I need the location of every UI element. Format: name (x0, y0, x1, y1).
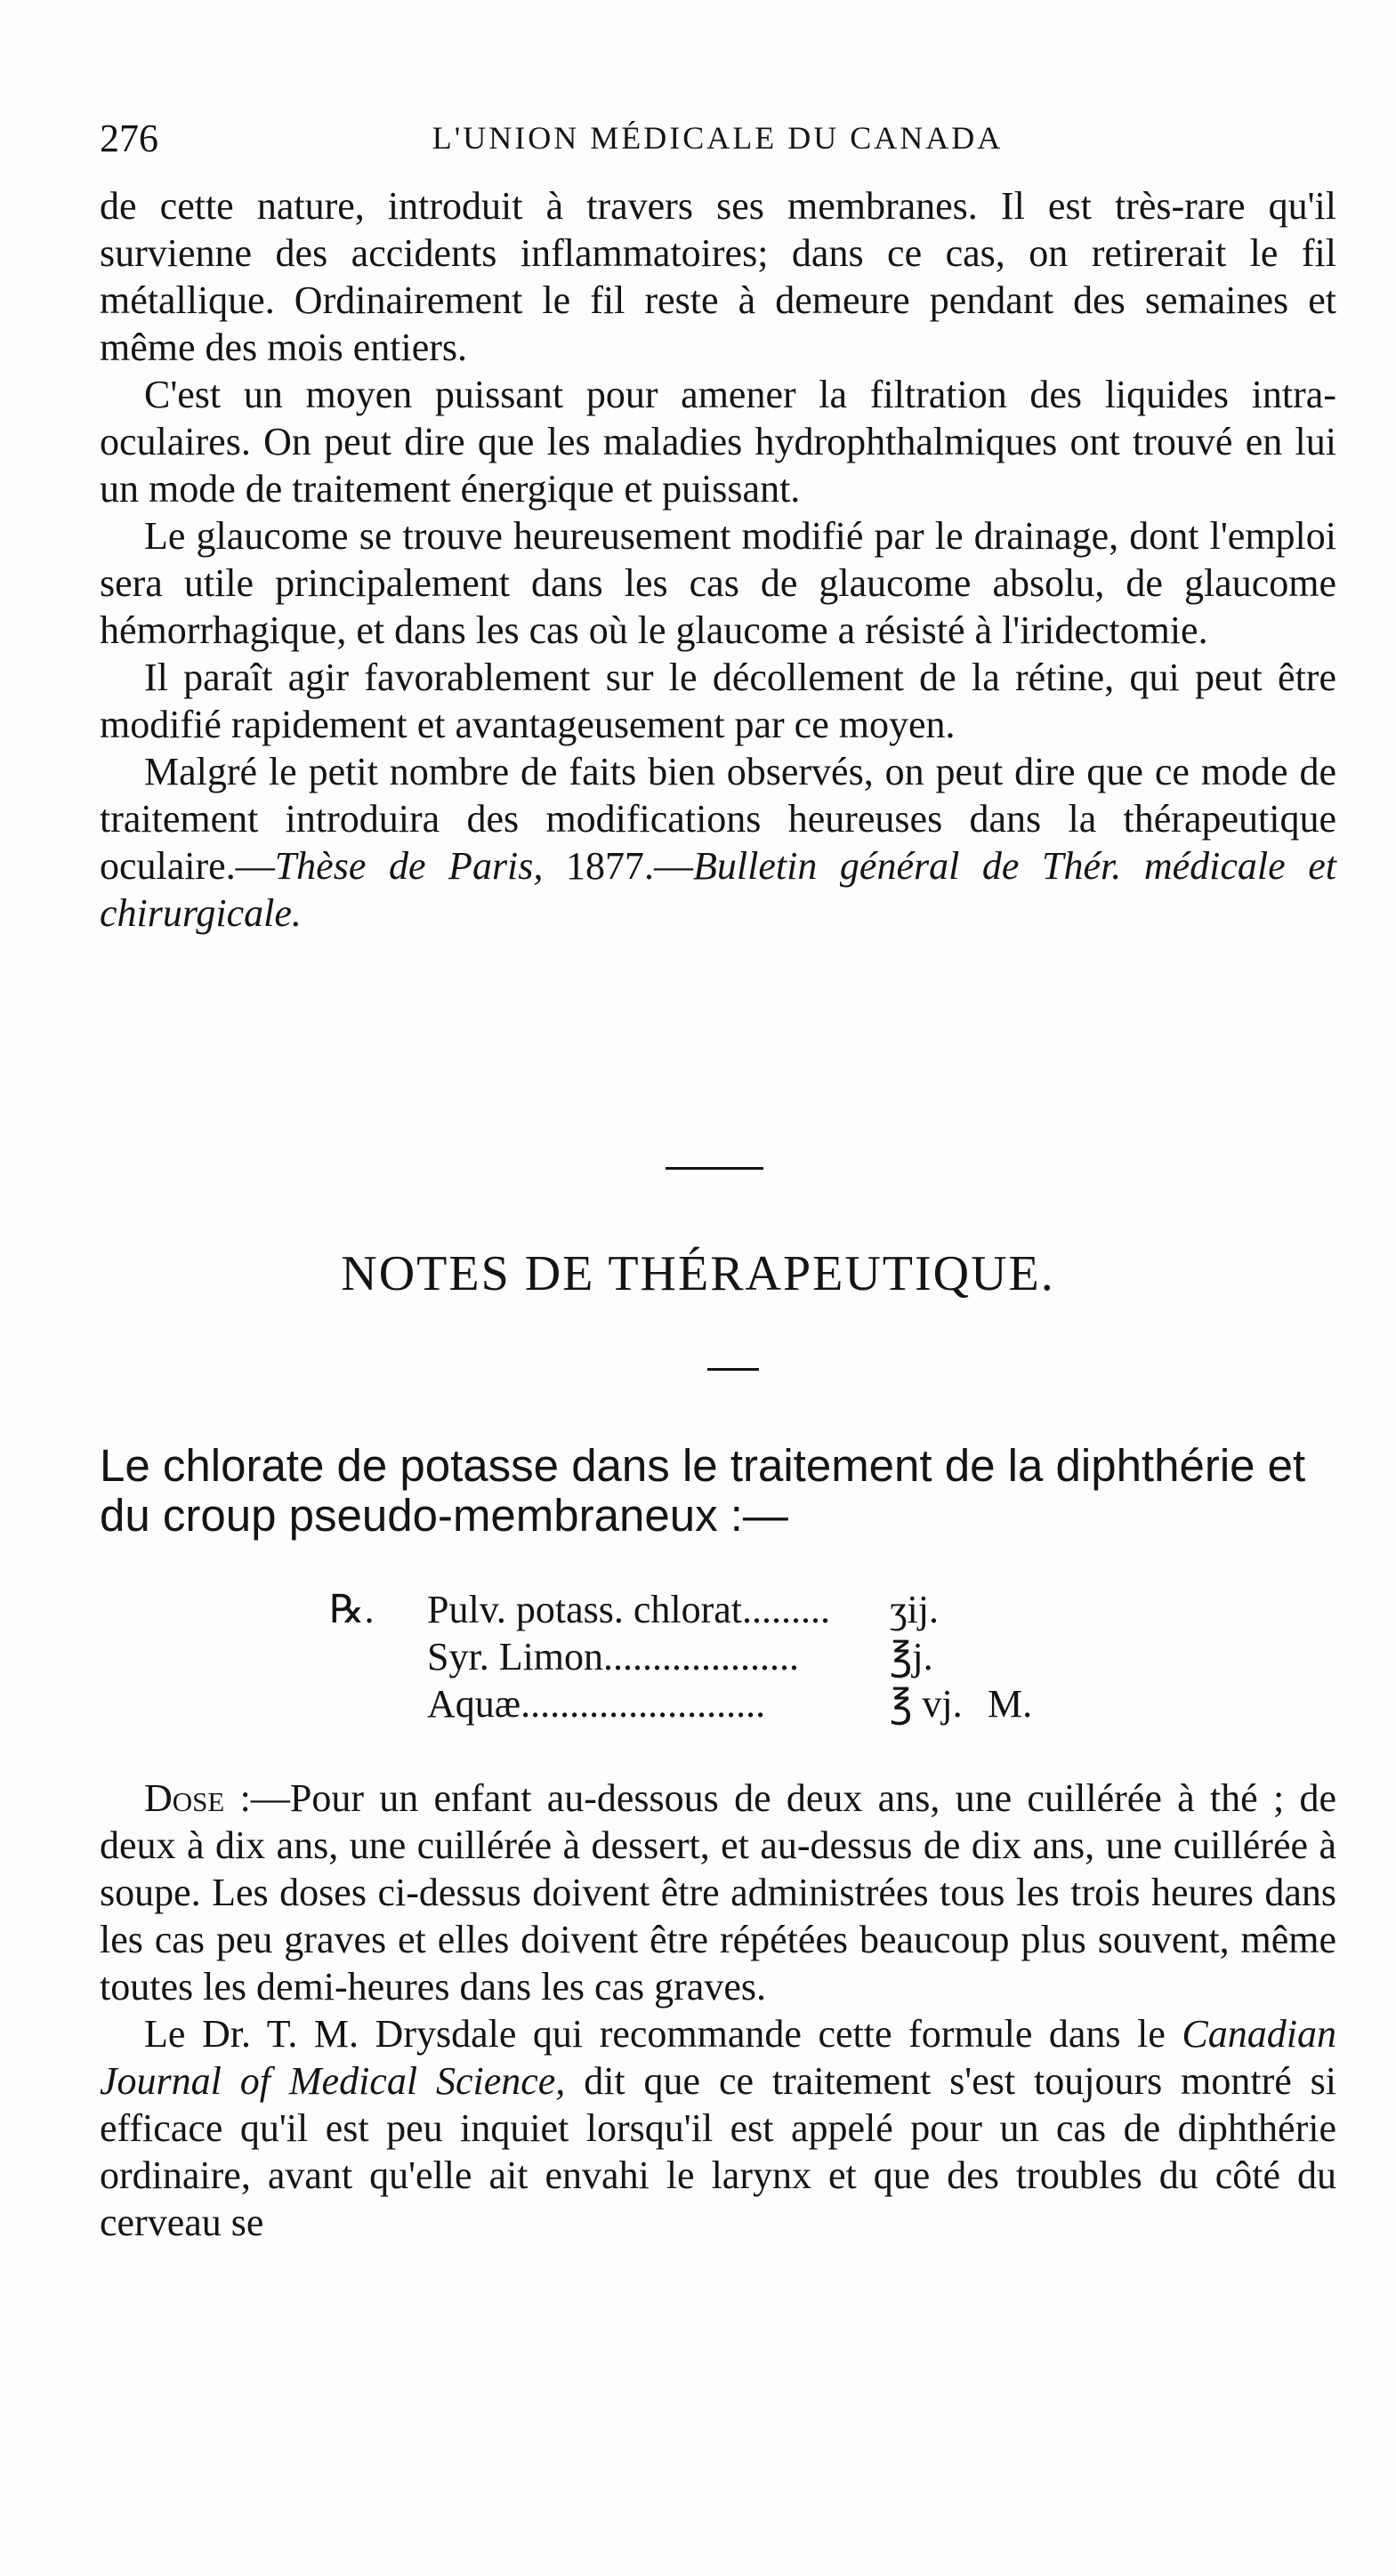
prescription-mark: M. (988, 1682, 1033, 1726)
article-continuation (100, 182, 1336, 937)
prescription-line (329, 1680, 1201, 1727)
paragraph-3: Le glaucome se trouve heureusement modifié par le drainage, dont l'emploi sera utile principalement dans les cas de glaucome absolu, de glaucome hémorrhagique, et dans les cas où le glaucome a résisté à l'iridectomie. (100, 514, 1336, 652)
prescription-line (329, 1633, 1201, 1680)
recipe-symbol: ℞. (329, 1588, 375, 1631)
source-year: 1877.— (543, 844, 694, 888)
running-title: L'UNION MÉDICALE DU CANADA (432, 120, 1004, 156)
dose-text: :—Pour un enfant au-dessous de deux ans, une cuillérée à thé ; de deux à dix ans, une cuillérée à dessert, et au-dessus de dix ans, une cuillérée à soupe. Les doses ci-dessus doivent être administrées tous les trois heures dans les cas peu graves et elles doivent être répétées beaucoup plus souvent, même toutes les demi-heures dans les cas graves. (100, 1776, 1336, 2008)
paragraph-2: C'est un moyen puissant pour amener la filtration des liquides intra-oculaires. On peut dire que les maladies hydrophthalmiques ont trouvé en lui un mode de traitement énergique et puissant. (100, 373, 1336, 511)
paragraph-5 (100, 748, 1336, 937)
section-title: NOTES DE THÉRAPEUTIQUE. (341, 1246, 1055, 1301)
source-bulletin: Bulletin général de Thér. médicale et chirurgicale. (100, 844, 1337, 935)
drysdale-text-start: Le Dr. T. M. Drysdale qui recommande cette formule dans le (144, 2012, 1182, 2056)
prescription-line (329, 1586, 1201, 1633)
running-header (100, 116, 1335, 169)
article-subheading: Le chlorate de potasse dans le traitement de la diphthérie et du croup pseudo-membraneux :— (100, 1440, 1306, 1541)
section-divider-rule (666, 1167, 763, 1170)
drysdale-paragraph (100, 2010, 1336, 2246)
page-number: 276 (100, 117, 158, 160)
paragraph-5-text: Malgré le petit nombre de faits bien observés, on peut dire que ce mode de traitement introduira des modifications heureuses dans la thérapeutique oculaire.— (100, 750, 1336, 888)
prescription-ingredient: Pulv. potass. chlorat......... (427, 1588, 830, 1631)
source-thesis: Thèse de Paris, (274, 844, 544, 888)
therapeutic-notes-body (100, 1775, 1336, 2246)
dose-label: Dose (144, 1776, 225, 1820)
dose-paragraph (100, 1775, 1336, 2010)
prescription-dose: ʒij. (890, 1588, 939, 1631)
prescription-ingredient: Aquæ......................... (427, 1682, 766, 1726)
paragraph-1: de cette nature, introduit à travers ses membranes. Il est très-rare qu'il survienne des accidents inflammatoires; dans ce cas, on retirerait le fil métallique. Ordinairement le fil reste à demeure pendant des semaines et même des mois entiers. (100, 184, 1336, 369)
drysdale-text-end: dit que ce traitement s'est toujours montré si efficace qu'il est peu inquiet lorsqu'il est appelé pour un cas de diphthérie ordinaire, avant qu'elle ait envahi le larynx et que des troubles du côté du cerveau se (100, 2059, 1336, 2244)
journal-title: Canadian Journal of Medical Science, (100, 2012, 1336, 2103)
prescription-dose: ℥j. (890, 1635, 933, 1678)
prescription-dose: ℥ vj. (890, 1682, 963, 1726)
paragraph-4: Il paraît agir favorablement sur le décollement de la rétine, qui peut être modifié rapidement et avantageusement par ce moyen. (100, 656, 1336, 746)
prescription-ingredient: Syr. Limon.................... (427, 1635, 800, 1678)
short-divider-rule (707, 1368, 759, 1371)
prescription-formula (329, 1586, 1201, 1727)
